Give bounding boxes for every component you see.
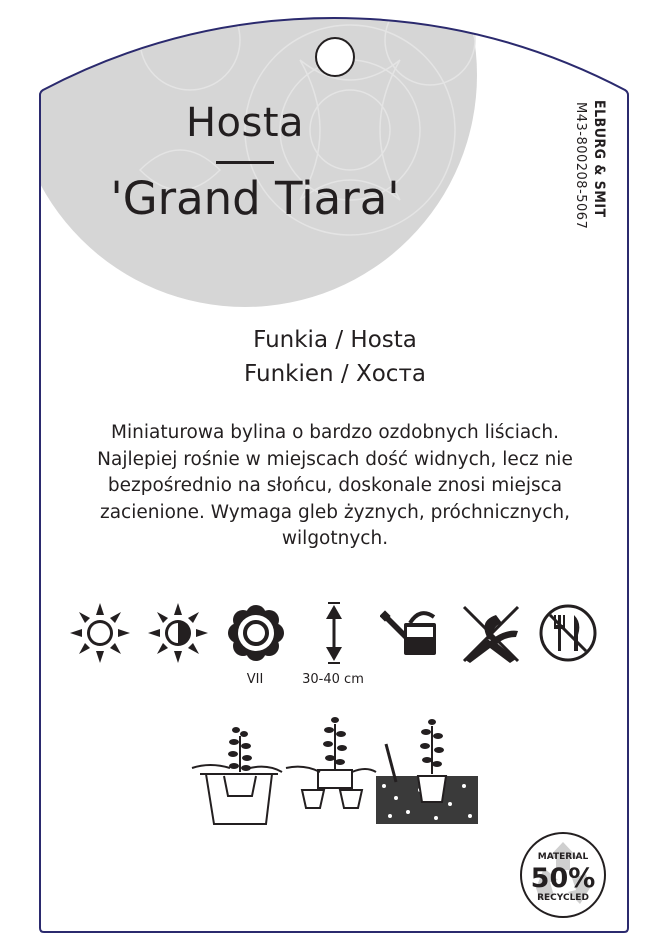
title-divider [216,161,274,164]
flower-icon [224,600,288,666]
watering-can-icon [380,600,444,666]
description-line: Najlepiej rośnie w miejscach dość widnych, lecz nie [97,448,573,470]
cultivar-title: 'Grand Tiara' [110,172,400,225]
description [80,420,590,553]
product-code: M43-800208-5067 [573,102,588,230]
half-shade-icon [146,600,210,666]
height-arrow-icon [302,600,366,666]
hang-hole [315,37,355,77]
description-line: Miniaturowa bylina o bardzo ozdobnych liściach. [111,422,559,443]
flowering-month-label: VII [246,672,264,687]
not-edible-icon [536,600,600,666]
description-line: wilgotnych. [281,528,389,549]
recycle-line3: RECYCLED [537,893,589,903]
description-line: bezpośrednio na słońcu, doskonale znosi miejsca [107,475,563,496]
common-name-pl: Funkia / Hosta [253,327,417,353]
description-line: zacienione. Wymaga gleb żyznych, próchnicznych, [100,501,570,523]
common-name-de-ru: Funkien / Хоста [244,361,426,387]
no-pruning-icon [458,600,522,666]
recycled-material-badge [518,830,608,920]
genus-title: Hosta [185,100,305,146]
recycle-line1: MATERIAL [537,852,589,862]
brand-name: ELBURG & SMIT [591,100,607,218]
full-sun-icon [68,600,132,666]
care-icons-row [60,600,620,670]
height-label: 30-40 cm [302,672,364,687]
planting-illustration [190,716,480,826]
recycle-percent: 50% [530,863,596,894]
